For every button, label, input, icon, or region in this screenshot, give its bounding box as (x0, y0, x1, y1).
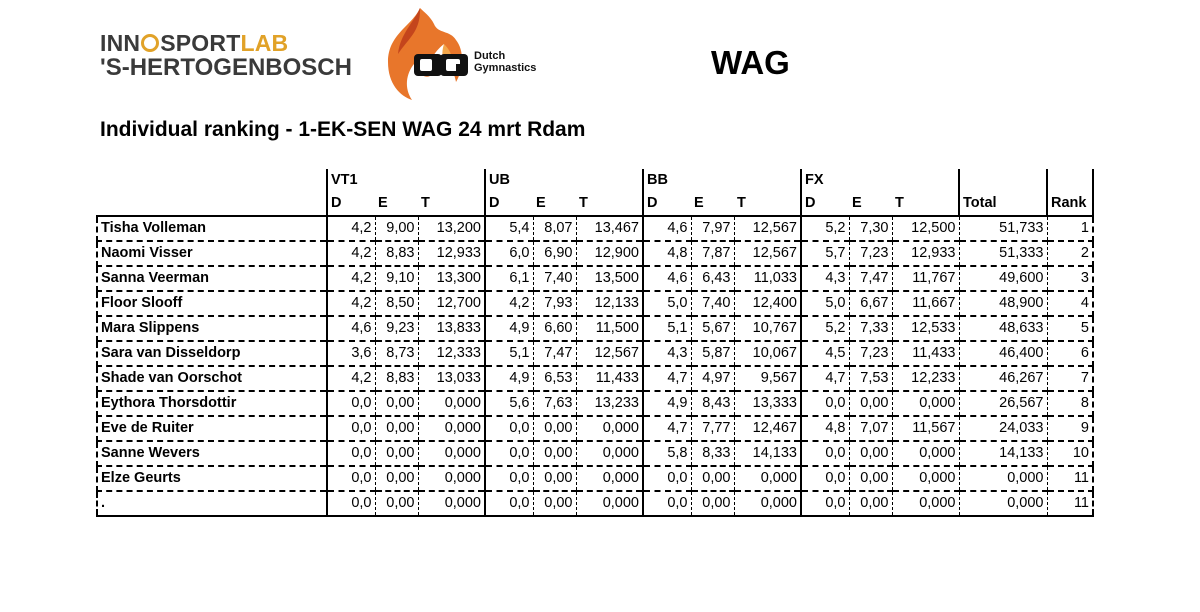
score-fx-t: 12,933 (892, 241, 959, 266)
score-total: 49,600 (959, 266, 1047, 291)
header-e: E (691, 192, 734, 216)
table-row (97, 441, 1093, 466)
score-bb-e: 5,87 (691, 341, 734, 366)
header-e: E (533, 192, 576, 216)
score-vt1-t: 12,333 (418, 341, 485, 366)
header-total: Total (959, 192, 1047, 216)
rank-value: 11 (1047, 491, 1093, 516)
table-row (97, 341, 1093, 366)
score-bb-t: 10,067 (734, 341, 801, 366)
score-ub-e: 7,40 (533, 266, 576, 291)
score-ub-t: 13,500 (576, 266, 643, 291)
score-total: 46,400 (959, 341, 1047, 366)
score-ub-d: 0,0 (485, 466, 533, 491)
score-ub-t: 13,233 (576, 391, 643, 416)
gymnast-name: Eve de Ruiter (97, 416, 327, 441)
header-d: D (801, 192, 849, 216)
score-bb-t: 12,567 (734, 241, 801, 266)
score-total: 14,133 (959, 441, 1047, 466)
score-vt1-t: 0,000 (418, 441, 485, 466)
score-bb-d: 4,6 (643, 266, 691, 291)
score-bb-e: 4,97 (691, 366, 734, 391)
header-t: T (734, 192, 801, 216)
table-row (97, 491, 1093, 516)
score-bb-t: 0,000 (734, 491, 801, 516)
score-fx-t: 0,000 (892, 441, 959, 466)
table-row (97, 266, 1093, 291)
score-ub-d: 4,9 (485, 316, 533, 341)
score-vt1-d: 0,0 (327, 391, 375, 416)
score-bb-t: 12,467 (734, 416, 801, 441)
score-bb-e: 7,97 (691, 216, 734, 241)
score-fx-e: 7,23 (849, 341, 892, 366)
score-vt1-t: 13,300 (418, 266, 485, 291)
ranking-table (96, 169, 1094, 517)
score-bb-d: 4,3 (643, 341, 691, 366)
table-row (97, 316, 1093, 341)
score-vt1-e: 8,73 (375, 341, 418, 366)
rank-value: 8 (1047, 391, 1093, 416)
score-bb-t: 12,567 (734, 216, 801, 241)
score-vt1-t: 12,700 (418, 291, 485, 316)
score-total: 0,000 (959, 466, 1047, 491)
score-bb-d: 0,0 (643, 491, 691, 516)
score-vt1-e: 0,00 (375, 391, 418, 416)
rank-value: 1 (1047, 216, 1093, 241)
score-ub-t: 13,467 (576, 216, 643, 241)
score-fx-d: 4,7 (801, 366, 849, 391)
table-row (97, 466, 1093, 491)
score-ub-t: 0,000 (576, 466, 643, 491)
header-e: E (375, 192, 418, 216)
header-rank-top (1047, 169, 1093, 192)
score-fx-t: 11,767 (892, 266, 959, 291)
header-apparatus-fx: FX (801, 169, 959, 192)
score-vt1-t: 0,000 (418, 491, 485, 516)
score-fx-e: 0,00 (849, 491, 892, 516)
score-vt1-d: 0,0 (327, 466, 375, 491)
score-bb-t: 10,767 (734, 316, 801, 341)
rank-value: 10 (1047, 441, 1093, 466)
score-ub-e: 7,63 (533, 391, 576, 416)
rank-value: 5 (1047, 316, 1093, 341)
rank-value: 9 (1047, 416, 1093, 441)
logo-text-inn: INN (100, 30, 141, 56)
dg-text-line2: Gymnastics (474, 62, 537, 74)
score-fx-e: 0,00 (849, 441, 892, 466)
score-fx-e: 0,00 (849, 466, 892, 491)
logo-ring-icon (141, 34, 159, 52)
score-fx-e: 7,33 (849, 316, 892, 341)
score-fx-t: 12,533 (892, 316, 959, 341)
score-vt1-d: 4,2 (327, 241, 375, 266)
score-total: 48,633 (959, 316, 1047, 341)
header-t: T (892, 192, 959, 216)
score-ub-d: 5,6 (485, 391, 533, 416)
table-row (97, 241, 1093, 266)
score-total: 48,900 (959, 291, 1047, 316)
rank-value: 7 (1047, 366, 1093, 391)
score-total: 0,000 (959, 491, 1047, 516)
score-fx-t: 0,000 (892, 491, 959, 516)
score-fx-t: 0,000 (892, 466, 959, 491)
score-fx-e: 7,53 (849, 366, 892, 391)
score-fx-d: 4,3 (801, 266, 849, 291)
score-ub-t: 0,000 (576, 416, 643, 441)
score-vt1-e: 8,50 (375, 291, 418, 316)
score-vt1-d: 3,6 (327, 341, 375, 366)
header-apparatus-ub: UB (485, 169, 643, 192)
score-bb-t: 12,400 (734, 291, 801, 316)
table-row (97, 416, 1093, 441)
score-bb-e: 7,87 (691, 241, 734, 266)
header-name-cell (97, 169, 327, 192)
score-vt1-e: 9,23 (375, 316, 418, 341)
score-fx-d: 0,0 (801, 466, 849, 491)
score-fx-t: 11,567 (892, 416, 959, 441)
score-ub-t: 0,000 (576, 491, 643, 516)
gymnast-name: Sanna Veerman (97, 266, 327, 291)
event-code: WAG (711, 44, 790, 81)
score-fx-t: 0,000 (892, 391, 959, 416)
gymnast-name: Shade van Oorschot (97, 366, 327, 391)
score-ub-t: 11,433 (576, 366, 643, 391)
score-fx-d: 0,0 (801, 391, 849, 416)
score-bb-t: 0,000 (734, 466, 801, 491)
rank-value: 4 (1047, 291, 1093, 316)
score-bb-e: 7,40 (691, 291, 734, 316)
gymnast-name: Mara Slippens (97, 316, 327, 341)
gymnast-name: Floor Slooff (97, 291, 327, 316)
logo-text-lab: LAB (240, 30, 289, 56)
innosportlab-logo-line2: 'S-HERTOGENBOSCH (100, 54, 352, 81)
score-fx-e: 7,23 (849, 241, 892, 266)
score-bb-d: 5,0 (643, 291, 691, 316)
score-vt1-t: 13,033 (418, 366, 485, 391)
gymnast-name: Elze Geurts (97, 466, 327, 491)
score-bb-d: 0,0 (643, 466, 691, 491)
score-vt1-t: 0,000 (418, 466, 485, 491)
gymnast-name: Sanne Wevers (97, 441, 327, 466)
score-fx-d: 0,0 (801, 491, 849, 516)
score-ub-t: 0,000 (576, 441, 643, 466)
score-ub-e: 6,90 (533, 241, 576, 266)
score-ub-e: 6,60 (533, 316, 576, 341)
score-bb-t: 11,033 (734, 266, 801, 291)
score-bb-d: 5,8 (643, 441, 691, 466)
score-vt1-t: 0,000 (418, 416, 485, 441)
score-ub-t: 12,900 (576, 241, 643, 266)
header-d: D (485, 192, 533, 216)
score-fx-d: 0,0 (801, 441, 849, 466)
score-ub-t: 12,567 (576, 341, 643, 366)
score-fx-t: 12,500 (892, 216, 959, 241)
score-ub-e: 0,00 (533, 416, 576, 441)
score-bb-d: 4,9 (643, 391, 691, 416)
score-vt1-t: 13,833 (418, 316, 485, 341)
score-bb-d: 4,7 (643, 366, 691, 391)
rank-value: 6 (1047, 341, 1093, 366)
score-ub-e: 7,47 (533, 341, 576, 366)
score-ub-e: 6,53 (533, 366, 576, 391)
score-bb-t: 14,133 (734, 441, 801, 466)
score-bb-t: 13,333 (734, 391, 801, 416)
score-fx-e: 7,47 (849, 266, 892, 291)
apparatus-header-row (97, 169, 1093, 192)
score-ub-e: 7,93 (533, 291, 576, 316)
dutch-gymnastics-text (474, 50, 536, 74)
score-fx-d: 4,5 (801, 341, 849, 366)
score-ub-t: 11,500 (576, 316, 643, 341)
score-fx-d: 5,7 (801, 241, 849, 266)
score-fx-t: 11,667 (892, 291, 959, 316)
score-fx-d: 4,8 (801, 416, 849, 441)
score-total: 51,733 (959, 216, 1047, 241)
table-row (97, 391, 1093, 416)
score-fx-e: 6,67 (849, 291, 892, 316)
score-fx-t: 11,433 (892, 341, 959, 366)
score-ub-d: 6,0 (485, 241, 533, 266)
score-total: 51,333 (959, 241, 1047, 266)
score-ub-d: 4,9 (485, 366, 533, 391)
score-bb-d: 4,8 (643, 241, 691, 266)
score-ub-e: 8,07 (533, 216, 576, 241)
score-vt1-d: 0,0 (327, 416, 375, 441)
score-ub-e: 0,00 (533, 441, 576, 466)
score-fx-d: 5,2 (801, 216, 849, 241)
score-bb-e: 0,00 (691, 466, 734, 491)
innosportlab-logo-line1 (100, 31, 370, 55)
score-fx-e: 7,07 (849, 416, 892, 441)
score-bb-e: 7,77 (691, 416, 734, 441)
score-vt1-d: 4,2 (327, 291, 375, 316)
score-ub-d: 0,0 (485, 491, 533, 516)
score-vt1-e: 9,00 (375, 216, 418, 241)
gymnast-name: Naomi Visser (97, 241, 327, 266)
score-vt1-d: 4,2 (327, 216, 375, 241)
gymnast-name: Eythora Thorsdottir (97, 391, 327, 416)
table-row (97, 366, 1093, 391)
score-vt1-d: 4,2 (327, 366, 375, 391)
header-d: D (327, 192, 375, 216)
score-fx-e: 0,00 (849, 391, 892, 416)
score-bb-d: 5,1 (643, 316, 691, 341)
score-bb-e: 6,43 (691, 266, 734, 291)
header-apparatus-vt1: VT1 (327, 169, 485, 192)
score-bb-d: 4,6 (643, 216, 691, 241)
score-ub-d: 4,2 (485, 291, 533, 316)
ranking-title: Individual ranking - 1-EK-SEN WAG 24 mrt Rdam (100, 118, 586, 141)
score-vt1-e: 0,00 (375, 491, 418, 516)
score-fx-d: 5,0 (801, 291, 849, 316)
header-name-cell-2 (97, 192, 327, 216)
dg-text-line1: Dutch (474, 50, 506, 62)
score-bb-d: 4,7 (643, 416, 691, 441)
score-vt1-e: 0,00 (375, 466, 418, 491)
score-ub-t: 12,133 (576, 291, 643, 316)
logo-text-sport: SPORT (160, 30, 241, 56)
score-vt1-d: 4,2 (327, 266, 375, 291)
header-rank: Rank (1047, 192, 1093, 216)
score-vt1-t: 12,933 (418, 241, 485, 266)
score-ub-d: 0,0 (485, 416, 533, 441)
score-ub-e: 0,00 (533, 466, 576, 491)
score-fx-e: 7,30 (849, 216, 892, 241)
score-bb-e: 0,00 (691, 491, 734, 516)
score-fx-d: 5,2 (801, 316, 849, 341)
score-total: 26,567 (959, 391, 1047, 416)
score-vt1-e: 8,83 (375, 366, 418, 391)
subcolumn-header-row (97, 192, 1093, 216)
header-t: T (576, 192, 643, 216)
gymnast-name: . (97, 491, 327, 516)
header-d: D (643, 192, 691, 216)
table-row (97, 216, 1093, 241)
gymnast-name: Sara van Disseldorp (97, 341, 327, 366)
score-vt1-e: 0,00 (375, 416, 418, 441)
score-ub-d: 6,1 (485, 266, 533, 291)
score-ub-d: 0,0 (485, 441, 533, 466)
rank-value: 11 (1047, 466, 1093, 491)
score-total: 46,267 (959, 366, 1047, 391)
header-e: E (849, 192, 892, 216)
score-vt1-e: 8,83 (375, 241, 418, 266)
score-ub-e: 0,00 (533, 491, 576, 516)
score-bb-e: 8,43 (691, 391, 734, 416)
score-vt1-d: 0,0 (327, 441, 375, 466)
score-total: 24,033 (959, 416, 1047, 441)
score-vt1-t: 13,200 (418, 216, 485, 241)
rank-value: 3 (1047, 266, 1093, 291)
header-total-top (959, 169, 1047, 192)
table-row (97, 291, 1093, 316)
rank-value: 2 (1047, 241, 1093, 266)
score-vt1-t: 0,000 (418, 391, 485, 416)
score-vt1-d: 0,0 (327, 491, 375, 516)
score-ub-d: 5,1 (485, 341, 533, 366)
score-bb-e: 5,67 (691, 316, 734, 341)
gymnast-name: Tisha Volleman (97, 216, 327, 241)
score-vt1-d: 4,6 (327, 316, 375, 341)
score-vt1-e: 9,10 (375, 266, 418, 291)
dutch-gymnastics-logo (384, 4, 554, 102)
innosportlab-logo (100, 31, 370, 81)
header-apparatus-bb: BB (643, 169, 801, 192)
score-bb-t: 9,567 (734, 366, 801, 391)
score-bb-e: 8,33 (691, 441, 734, 466)
score-fx-t: 12,233 (892, 366, 959, 391)
score-vt1-e: 0,00 (375, 441, 418, 466)
score-ub-d: 5,4 (485, 216, 533, 241)
header-t: T (418, 192, 485, 216)
